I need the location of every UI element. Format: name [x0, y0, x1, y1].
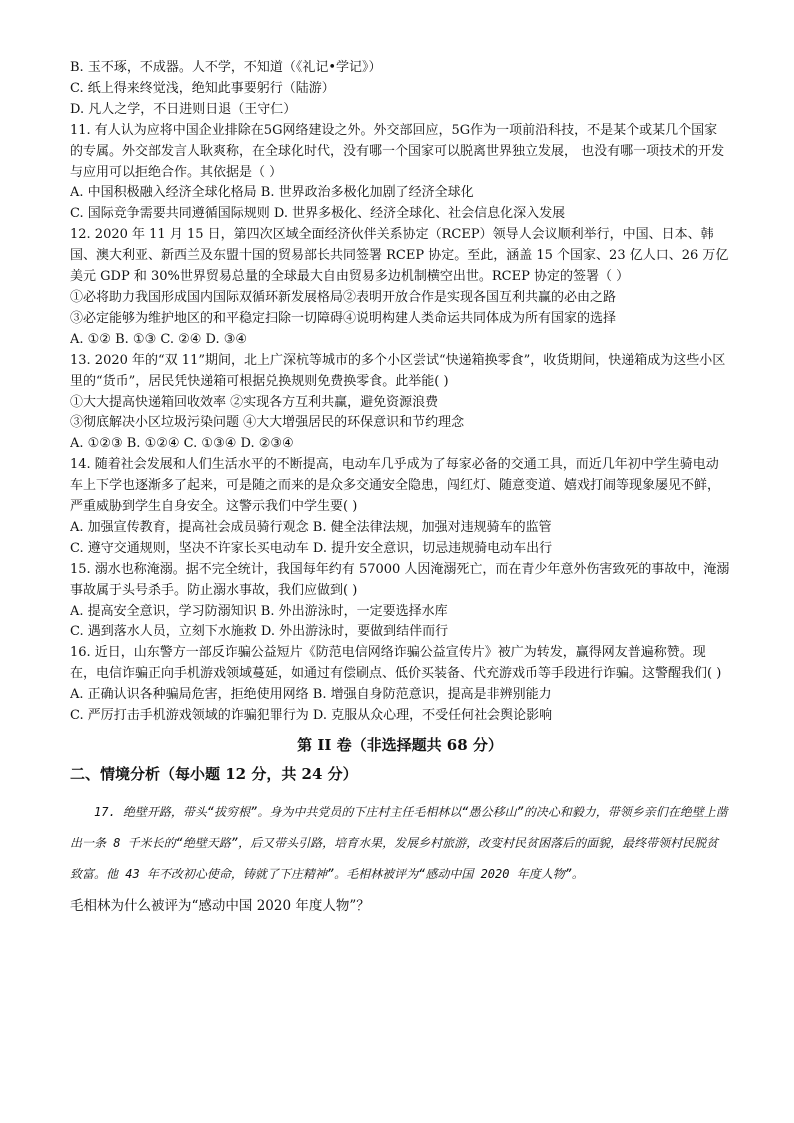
question-stem: 12. 2020 年 11 月 15 日，第四次区域全面经济伙伴关系协定（RCEP）领导人会议顺利举行，中国、日本、韩国、澳大利亚、新西兰及东盟十国的贸易部长共同签署 RCEP 协定。至此，涵盖 15 个国家、23 亿人口、26 万亿美元 GDP 和 30%世界贸易总量的全球最大自由贸易多边机制横空出世。RCEP 协定的签署（ ）: [70, 227, 729, 285]
part-heading: 二、情境分析（每小题 12 分，共 24 分）: [70, 765, 358, 783]
option-line: D. 凡人之学，不日进则日退（王守仁）: [70, 101, 297, 117]
question-stem: 15. 溺水也称淹溺。据不完全统计，我国每年约有 57000 人因淹溺死亡，而在青少年意外伤害致死的事故中，淹溺事故属于头号杀手。防止溺水事故，我们应做到( ): [70, 561, 730, 598]
question-17: [70, 797, 730, 918]
question-prompt: 毛相林为什么被评为“感动中国 2020 年度人物”？: [70, 898, 370, 914]
option-line: B. 玉不琢，不成器。人不学，不知道（《礼记•学记》）: [70, 60, 382, 75]
statement-line: ③彻底解决小区垃圾污染问题 ④大大增强居民的环保意识和节约理念: [70, 415, 465, 431]
section-title: 第 II 卷（非选择题共 68 分）: [297, 736, 503, 754]
options-cd: C. 严厉打击手机游戏领域的诈骗犯罪行为 D. 克服从众心理，不受任何社会舆论影响: [70, 708, 553, 724]
question-16: [70, 643, 730, 727]
question-12: [70, 225, 730, 350]
options-cd: C. 遇到落水人员，立刻下水施救 D. 外出游泳时，要做到结伴而行: [70, 624, 449, 640]
question-stem: 11. 有人认为应将中国企业排除在5G网络建设之外。外交部回应，5G作为一项前沿科技，不是某个或某几个国家的专属。外交部发言人耿爽称，在全球化时代，没有哪一个国家可以脱离世界独立发展， 也没有哪一项技术的开发与应用可以拒绝合作。其依据是（ ）: [70, 122, 725, 180]
options: A. ①② B. ①③ C. ②④ D. ③④: [70, 331, 248, 347]
question-stem: 13. 2020 年的“双 11”期间，北上广深杭等城市的多个小区尝试“快递箱换零食”，收货期间，快递箱成为这些小区里的“货币”，居民凭快递箱可根据兑换规则免费换零食。此举能( ): [70, 352, 726, 389]
question-11: [70, 121, 730, 226]
options-cd: C. 遵守交通规则，坚决不许家长买电动车 D. 提升安全意识，切忌违规骑电动车出行: [70, 540, 553, 556]
options-cd: C. 国际竞争需要共同遵循国际规则 D. 世界多极化、经济全球化、社会信息化深入发展: [70, 206, 566, 222]
exam-page: [70, 58, 730, 918]
statement-line: ①必将助力我国形成国内国际双循环新发展格局②表明开放合作是实现各国互利共赢的必由之路: [70, 289, 617, 305]
option-line: C. 纸上得来终觉浅，绝知此事要躬行（陆游）: [70, 80, 335, 96]
question-15: [70, 560, 730, 644]
question-14: [70, 455, 730, 560]
passage-text: 17. 绝壁开路，带头“拔穷根”。身为中共党员的下庄村主任毛相林以“愚公移山”的决心和毅力，带领乡亲们在绝壁上凿出一条 8 千米长的“绝壁天路”，后又带头引路，培育水果，发展乡村旅游，改变村民贫困落后的面貌，最终带领村民脱贫致富。他 43 年不改初心使命，铸就了下庄精神”。毛相林被评为“感动中国 2020 年度人物”。: [70, 805, 728, 881]
options-ab: A. 加强宣传教育，提高社会成员骑行观念 B. 健全法律法规，加强对违规骑车的监管: [70, 519, 552, 535]
question-stem: 16. 近日，山东警方一部反诈骗公益短片《防范电信网络诈骗公益宣传片》被广为转发，赢得网友普遍称赞。现在，电信诈骗正向手机游戏领域蔓延，如通过有偿刷点、低价买装备、代充游戏币等手段进行诈骗。这警醒我们( ): [70, 645, 722, 682]
options-ab: A. 中国积极融入经济全球化格局 B. 世界政治多极化加剧了经济全球化: [70, 185, 474, 201]
statement-line: ①大大提高快递箱回收效率 ②实现各方互利共赢，避免资源浪费: [70, 394, 439, 410]
options-ab: A. 正确认识各种骗局危害，拒绝使用网络 B. 增强自身防范意识，提高是非辨别能力: [70, 687, 552, 703]
statement-line: ③必定能够为维护地区的和平稳定扫除一切障碍④说明构建人类命运共同体成为所有国家的选择: [70, 310, 617, 326]
question-stem: 14. 随着社会发展和人们生活水平的不断提高，电动车几乎成为了每家必备的交通工具，而近几年初中学生骑电动车上下学也逐渐多了起来，可是随之而来的是众多交通安全隐患，闯红灯、随意变道、嬉戏打闹等现象屡见不鲜，严重威胁到学生自身安全。这警示我们中学生要( ): [70, 457, 721, 515]
options-ab: A. 提高安全意识，学习防溺知识 B. 外出游泳时，一定要选择水库: [70, 603, 448, 619]
question-13: [70, 351, 730, 456]
options: A. ①②③ B. ①②④ C. ①③④ D. ②③④: [70, 436, 294, 452]
